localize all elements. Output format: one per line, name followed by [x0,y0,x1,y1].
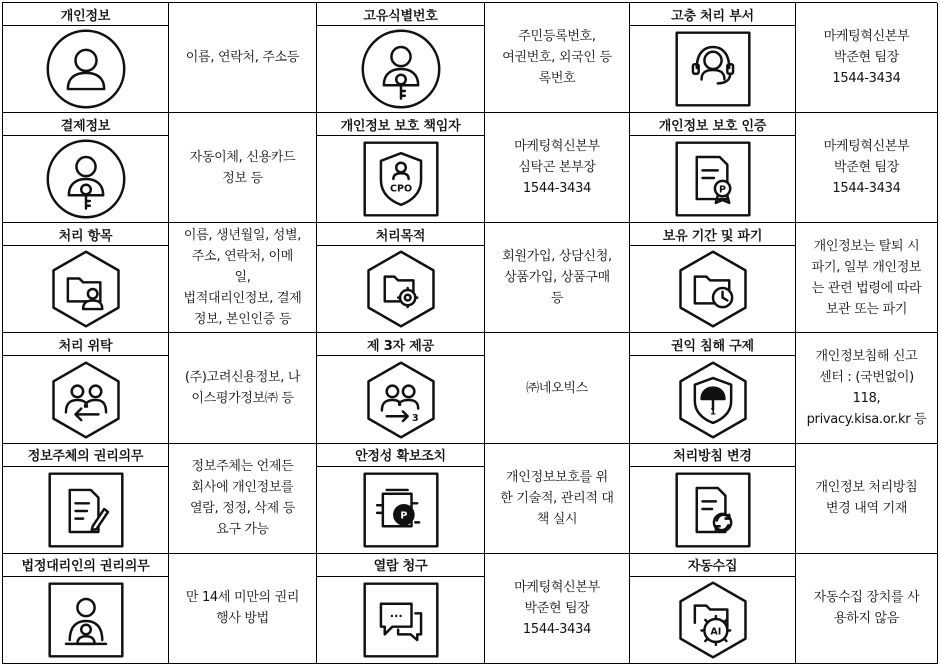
document-refresh-icon [670,467,756,553]
card-privacy-cert [630,113,796,223]
card-guardian-rights-desc: 만 14세 미만의 권리 행사 방법 [169,554,317,664]
card-title: 처리방침 변경 [630,444,795,467]
card-subject-rights-desc: 정보주체는 언제든 회사에 개인정보를 열람, 정정, 삭제 등 요구 가능 [169,444,317,554]
card-title: 자동수집 [630,554,795,577]
privacy-mark-label: P [718,184,726,196]
card-title: 개인정보 보호 책임자 [317,113,484,136]
card-unique-id [317,3,485,113]
card-auto-collection-desc: 자동수집 장치를 사 용하지 않음 [796,554,938,664]
card-privacy-officer-desc: 마케팅혁신본부 심탁곤 본부장 1544-3434 [485,113,630,223]
card-remedy-desc: 개인정보침해 신고 센터 : (국번없이) 118, privacy.kisa.or.kr 등 [796,333,938,443]
ai-label: AI [709,626,721,638]
card-payment-info [3,113,169,223]
card-title: 개인정보 [3,3,168,26]
card-access-request [317,554,485,664]
card-title: 고충 처리 부서 [630,3,795,26]
third-party-number: 3 [411,412,419,424]
people-third-party-icon [358,357,444,443]
card-auto-collection [630,554,796,664]
card-title: 고유식별번호 [317,3,484,26]
guardian-child-icon [43,577,129,663]
secure-device-icon [358,467,444,553]
folder-clock-icon [670,246,756,332]
person-icon [43,26,129,112]
card-title: 열람 청구 [317,554,484,577]
cpo-shield-icon [358,136,444,222]
card-privacy-officer [317,113,485,223]
card-personal-info-desc: 이름, 연락처, 주소등 [169,3,317,113]
card-title: 처리 위탁 [3,333,168,356]
card-third-party-desc: ㈜네오빅스 [485,333,630,443]
card-access-request-desc: 마케팅혁신본부 박준현 팀장 1544-3434 [485,554,630,664]
card-unique-id-desc: 주민등록번호, 여권번호, 외국인 등 록번호 [485,3,630,113]
card-policy-change-desc: 개인정보 처리방침 변경 내역 기재 [796,444,938,554]
card-complaint-dept [630,3,796,113]
card-safety-measures-desc: 개인정보보호를 위 한 기술적, 관리적 대 책 실시 [485,444,630,554]
card-guardian-rights [3,554,169,664]
svg-text:1: 1 [709,406,716,417]
card-personal-info [3,3,169,113]
card-processing-purpose-desc: 회원가입, 상담신청, 상품가입, 상품구매 등 [485,223,630,333]
certified-document-icon [670,136,756,222]
card-processing-items [3,223,169,333]
card-title: 처리 항목 [3,223,168,246]
card-title: 정보주체의 권리의무 [3,444,168,467]
card-third-party [317,333,485,443]
card-complaint-dept-desc: 마케팅혁신본부 박준현 팀장 1544-3434 [796,3,938,113]
document-pen-icon [43,467,129,553]
card-privacy-cert-desc: 마케팅혁신본부 박준현 팀장 1544-3434 [796,113,938,223]
card-processing-items-desc: 이름, 생년월일, 성별, 주소, 연락처, 이메 일, 법적대리인정보, 결제 정보, 본인인증 등 [169,223,317,333]
folder-person-icon [43,246,129,332]
person-key-icon [358,26,444,112]
cpo-label: CPO [389,183,412,195]
card-title: 권익 침해 구제 [630,333,795,356]
card-subject-rights [3,444,169,554]
card-policy-change [630,444,796,554]
card-safety-measures [317,444,485,554]
card-title: 제 3자 제공 [317,333,484,356]
card-retention [630,223,796,333]
card-title: 보유 기간 및 파기 [630,223,795,246]
privacy-summary-table [2,2,937,664]
umbrella-shield-icon [670,357,756,443]
card-outsourcing [3,333,169,443]
chat-bubbles-icon [358,577,444,663]
card-title: 개인정보 보호 인증 [630,113,795,136]
folder-ai-icon [670,577,756,663]
ellipsis-label: ... [389,606,403,621]
folder-gear-icon [358,246,444,332]
card-processing-purpose [317,223,485,333]
card-title: 결제정보 [3,113,168,136]
headset-icon [670,26,756,112]
card-payment-info-desc: 자동이체, 신용카드 정보 등 [169,113,317,223]
card-title: 안정성 확보조치 [317,444,484,467]
person-key-icon [43,136,129,222]
card-title: 법정대리인의 권리의무 [3,554,168,577]
card-remedy [630,333,796,443]
people-exchange-icon [43,357,129,443]
card-retention-desc: 개인정보는 탈퇴 시 파기, 일부 개인정보 는 관련 법령에 따라 보관 또는 파기 [796,223,938,333]
card-outsourcing-desc: (주)고려신용정보, 나 이스평가정보㈜ 등 [169,333,317,443]
card-title: 처리목적 [317,223,484,246]
privacy-mark-label: P [399,510,407,522]
